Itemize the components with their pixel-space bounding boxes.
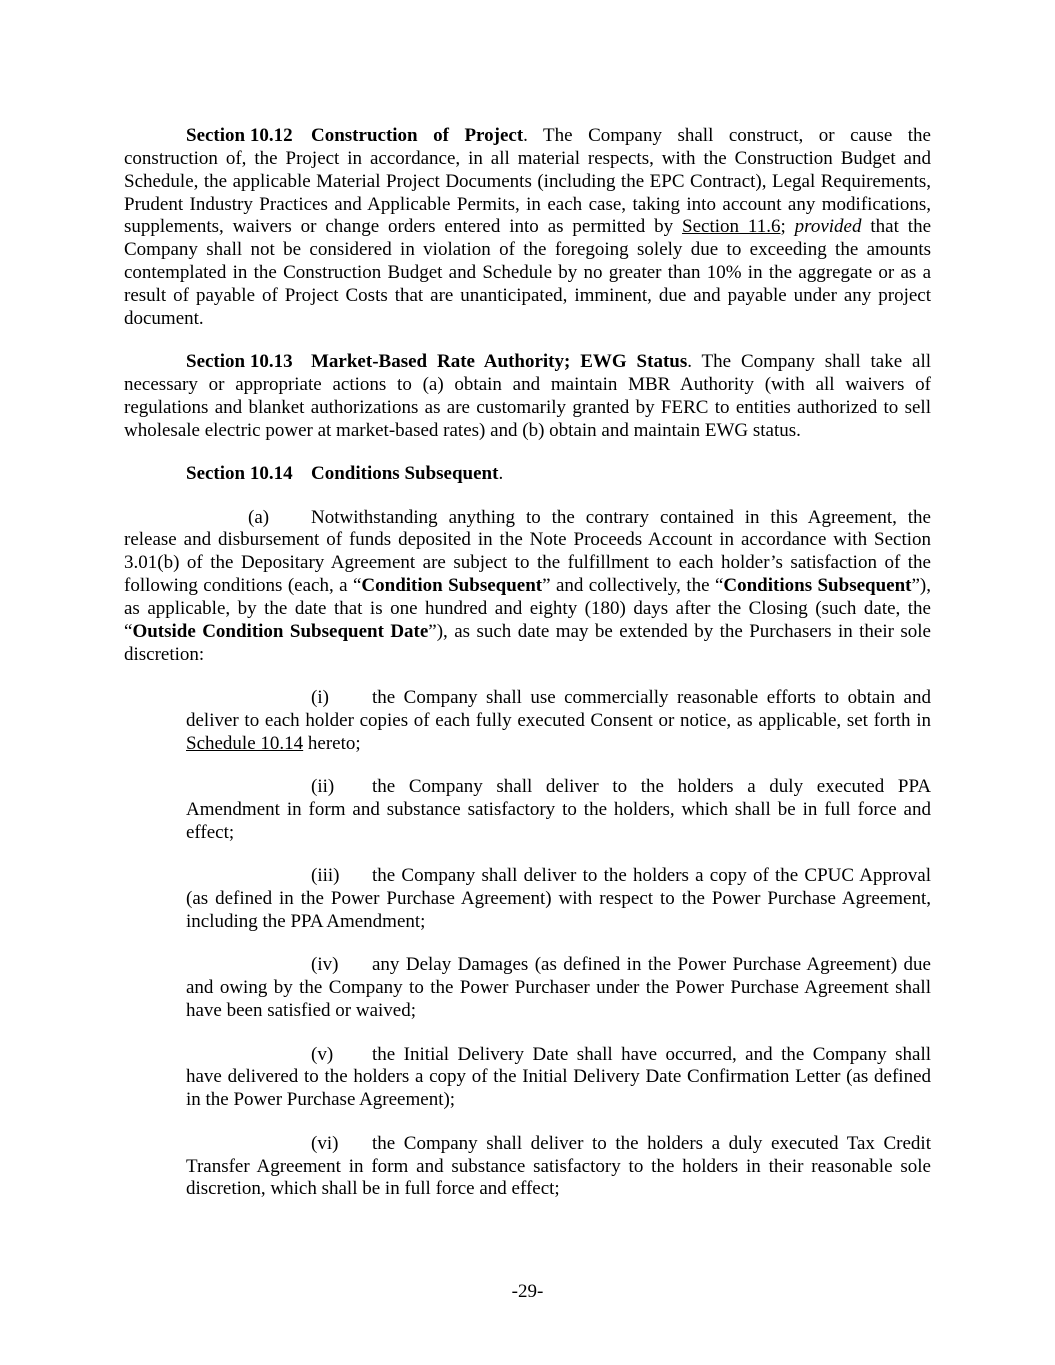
- section-10-13: [124, 351, 931, 442]
- schedule-cross-reference: Schedule 10.14: [186, 732, 304, 754]
- item-label: (iv): [311, 954, 339, 976]
- paragraph-text: Notwithstanding anything to the contrary contained in this Agreement, the release and disbursement of funds deposited in the Note Proceeds Account in accordance with Section 3.01(b) of the Depositary Agreement are subject to the fulfillment to each holder’s satisfaction of the following conditions (each, a “: [124, 506, 931, 597]
- page-number: -29-: [511, 1281, 544, 1302]
- condition-item-vi: [186, 1133, 931, 1202]
- section-title: Construction of Project: [311, 125, 524, 146]
- item-label: (vi): [311, 1132, 339, 1154]
- section-title: Market-Based Rate Authority; EWG Status: [311, 351, 688, 373]
- section-number: Section 10.13: [186, 351, 293, 373]
- document-body: [124, 125, 931, 1222]
- proviso-term: provided: [794, 216, 862, 238]
- condition-item-i: [186, 687, 931, 756]
- item-label: (ii): [311, 776, 335, 798]
- section-text: ;: [780, 216, 795, 238]
- defined-term: Conditions Subsequent: [723, 575, 912, 597]
- item-text: hereto;: [303, 732, 361, 754]
- section-text: that the Company shall not be considered in violation of the foregoing solely due to exceeding the amounts contemplated in the Construction Budget and Schedule by no greater than 10% in the aggregate or as a result of payable of Project Costs that are unanticipated, imminent, due and payable under any project document.: [124, 216, 931, 329]
- section-text: . The Company shall take all necessary or appropriate actions to (a) obtain and maintain MBR Authority (with all waivers of regulations and blanket authorizations as are customarily granted by FERC to entities authorized to sell wholesale electric power at market-based rates) and (b) obtain and maintain EWG status.: [124, 351, 931, 441]
- item-label: (i): [311, 687, 329, 709]
- item-text: the Company shall deliver to the holders a copy of the CPUC Approval (as defined in the Power Purchase Agreement) with respect to the Power Purchase Agreement, including the PPA Amendment;: [186, 865, 931, 933]
- section-10-12: [124, 125, 931, 331]
- item-text: the Company shall deliver to the holders a duly executed Tax Credit Transfer Agreement in form and substance satisfactory to the holders in their reasonable sole discretion, which shall be in full force and effect;: [186, 1132, 931, 1200]
- condition-item-iv: [186, 954, 931, 1023]
- section-number: Section 10.14: [186, 463, 293, 485]
- item-text: the Company shall use commercially reasonable efforts to obtain and deliver to each holder copies of each fully executed Consent or notice, as applicable, set forth in: [186, 687, 931, 731]
- item-text: the Initial Delivery Date shall have occurred, and the Company shall have delivered to the holders a copy of the Initial Delivery Date Confirmation Letter (as defined in the Power Purchase Agreement);: [186, 1043, 931, 1111]
- condition-item-v: [186, 1044, 931, 1113]
- condition-item-ii: [186, 776, 931, 845]
- section-cross-reference: Section 11.6: [682, 216, 781, 238]
- paragraph-a: [124, 507, 931, 667]
- item-text: any Delay Damages (as defined in the Power Purchase Agreement) due and owing by the Company to the Power Purchaser under the Power Purchase Agreement shall have been satisfied or waived;: [186, 954, 931, 1022]
- condition-item-iii: [186, 865, 931, 934]
- item-label: (v): [311, 1043, 334, 1065]
- defined-term: Outside Condition Subsequent Date: [132, 620, 429, 642]
- defined-term: Condition Subsequent: [361, 575, 543, 597]
- paragraph-text: ” and collectively, the “: [542, 575, 724, 597]
- section-title: Conditions Subsequent: [311, 463, 499, 485]
- section-10-14: [124, 463, 931, 486]
- section-text: . The Company shall construct, or cause the construction of, the Project in accordance, in all material respects, with the Construction Budget and Schedule, the applicable Material Project Documents (including the EPC Contract), Legal Requirements, Prudent Industry Practices and Applicable Permits, in each case, taking into account any modifications, supplements, waivers or change orders entered into as permitted by: [124, 125, 931, 238]
- paragraph-text: ”), as such date may be extended by the Purchasers in their sole discretion:: [124, 620, 931, 665]
- section-text: .: [498, 463, 504, 485]
- section-number: Section 10.12: [186, 125, 293, 146]
- paragraph-label: (a): [248, 506, 270, 528]
- item-text: the Company shall deliver to the holders a duly executed PPA Amendment in form and substance satisfactory to the holders, which shall be in full force and effect;: [186, 776, 931, 843]
- item-label: (iii): [311, 865, 340, 887]
- paragraph-text: ”), as applicable, by the date that is one hundred and eighty (180) days after the Closing (such date, the “: [124, 575, 931, 642]
